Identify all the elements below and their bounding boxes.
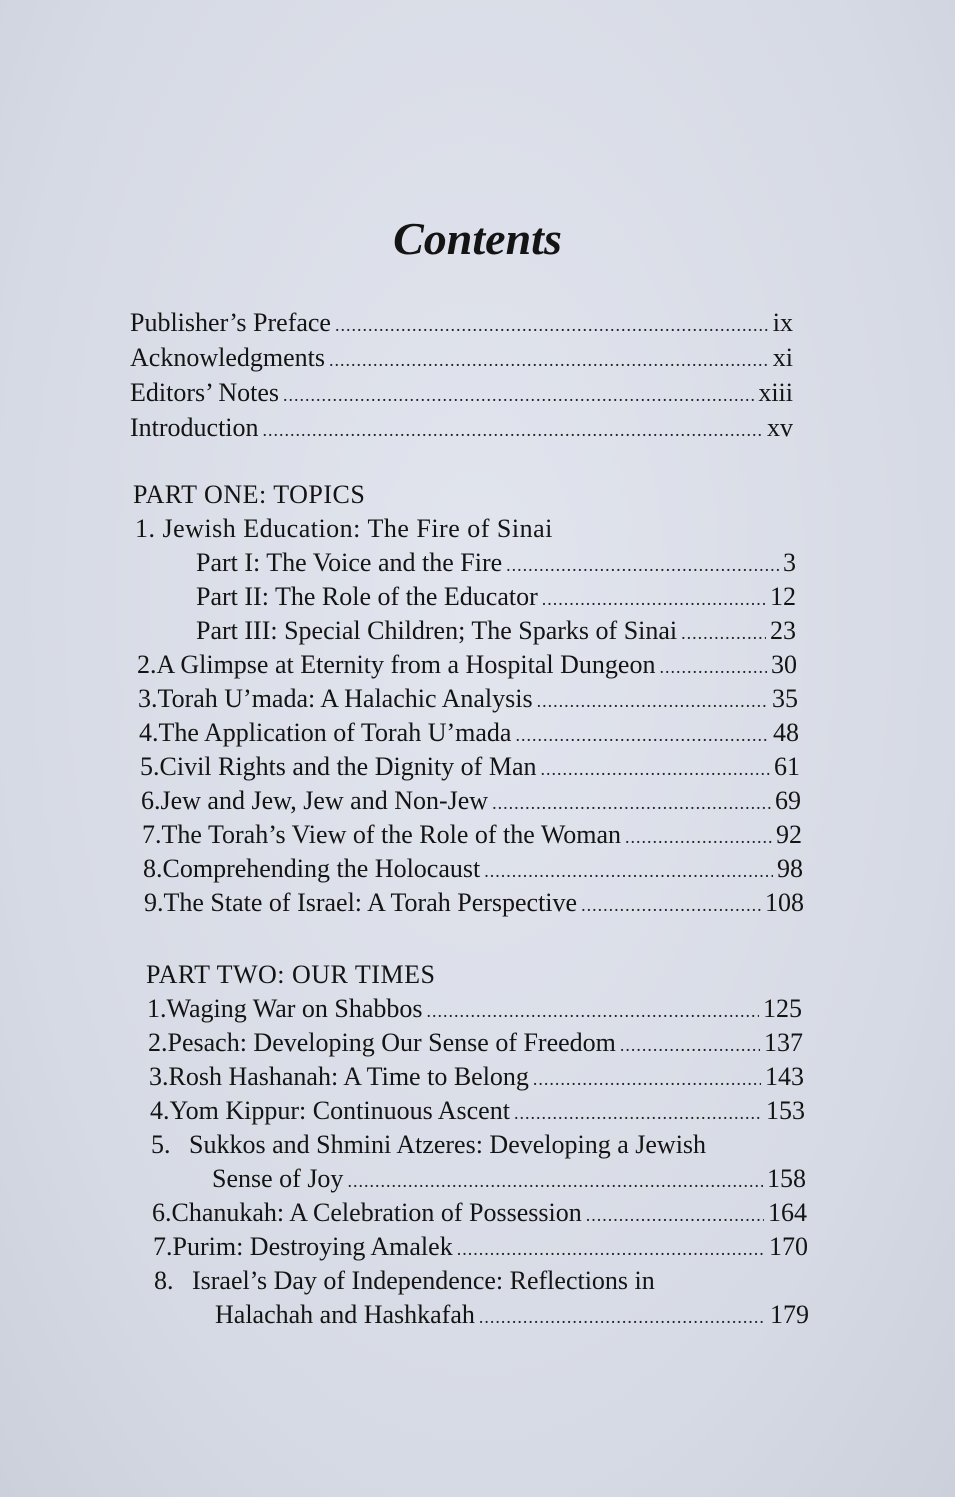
entry-page: 125 [763, 994, 802, 1023]
entry-page: xv [767, 413, 793, 442]
part-two-heading: PART TWO: OUR TIMES [146, 960, 436, 989]
entry-label: Introduction [130, 413, 259, 442]
toc-entry [153, 1230, 808, 1266]
toc-entry [196, 580, 796, 616]
toc-entry [147, 992, 802, 1028]
entry-page: 69 [775, 786, 801, 815]
entry-page: 12 [770, 582, 796, 611]
entry-label: Chanukah: A Celebration of Possession [171, 1198, 582, 1227]
leader-dots [329, 343, 769, 377]
entry-page: xi [772, 343, 793, 372]
entry-label: Pesach: Developing Our Sense of Freedom [167, 1028, 616, 1057]
entry-label: Waging War on Shabbos [166, 994, 423, 1023]
entry-label: A Glimpse at Eternity from a Hospital Dungeon [156, 650, 656, 679]
entry-number: 6. [141, 786, 161, 815]
entry-label: Torah U’mada: A Halachic Analysis [157, 684, 533, 713]
entry-page: 137 [764, 1028, 803, 1057]
leader-dots [541, 752, 771, 786]
toc-entry [196, 546, 796, 582]
leader-dots [492, 786, 771, 820]
toc-entry [150, 1094, 805, 1130]
entry-label: Civil Rights and the Dignity of Man [159, 752, 537, 781]
entry-label: Acknowledgments [130, 343, 325, 372]
entry-page: 23 [770, 616, 796, 645]
toc-entry [144, 886, 804, 922]
entry-number: 4. [150, 1096, 170, 1125]
leader-dots [335, 308, 769, 342]
entry-label: The Torah’s View of the Role of the Woman [161, 820, 622, 849]
part-one-heading: PART ONE: TOPICS [133, 480, 366, 509]
entry-number: 9. [144, 888, 164, 917]
toc-entry [141, 784, 801, 820]
toc-entry [130, 376, 793, 412]
entry-number: 5. [140, 752, 160, 781]
entry-page: 153 [766, 1096, 805, 1125]
entry-label: The State of Israel: A Torah Perspective [163, 888, 578, 917]
entry-page: 108 [765, 888, 804, 917]
entry-label: Purim: Destroying Amalek [172, 1232, 453, 1261]
entry-number: 7. [142, 820, 162, 849]
entry-number: 8. [143, 854, 163, 883]
leader-dots [457, 1232, 765, 1266]
entry-page: 35 [772, 684, 798, 713]
entry-page: 61 [774, 752, 800, 781]
page-title: Contents [393, 213, 562, 264]
leader-dots [514, 1096, 762, 1130]
entry-page: 3 [783, 548, 796, 577]
entry-number: 5. [151, 1130, 171, 1159]
toc-entry [215, 1298, 809, 1334]
toc-entry-first-line [151, 1128, 806, 1162]
entry-page: 158 [767, 1164, 806, 1193]
entry-label-continued: Sense of Joy [212, 1164, 344, 1193]
entry-number: 3. [138, 684, 158, 713]
leader-dots [625, 820, 772, 854]
leader-dots [537, 684, 768, 718]
entry-page: 48 [773, 718, 799, 747]
toc-entry [143, 852, 803, 888]
leader-dots [681, 616, 766, 650]
entry-label: Rosh Hashanah: A Time to Belong [168, 1062, 529, 1091]
entry-label: Comprehending the Holocaust [162, 854, 481, 883]
leader-dots [263, 413, 763, 447]
leader-dots [515, 718, 769, 752]
entry-number: 6. [152, 1198, 172, 1227]
entry-label: Part I: The Voice and the Fire [196, 548, 503, 577]
leader-dots [533, 1062, 761, 1096]
toc-entry-first-line [154, 1264, 809, 1298]
entry-label: Part III: Special Children; The Sparks of Sinai [196, 616, 678, 645]
entry-label: Yom Kippur: Continuous Ascent [169, 1096, 510, 1125]
entry-label: Sukkos and Shmini Atzeres: Developing a Jewish [189, 1130, 707, 1159]
leader-dots [586, 1198, 764, 1232]
entry-page: 164 [768, 1198, 807, 1227]
toc-entry [140, 750, 800, 786]
entry-number: 4. [139, 718, 159, 747]
entry-page: ix [772, 308, 793, 337]
toc-entry [137, 648, 797, 684]
toc-entry [139, 716, 799, 752]
entry-label: The Application of Torah U’mada [158, 718, 512, 747]
leader-dots [542, 582, 766, 616]
leader-dots [283, 378, 754, 412]
entry-number: 2. [148, 1028, 168, 1057]
toc-entry [196, 614, 796, 650]
toc-entry [149, 1060, 804, 1096]
leader-dots [427, 994, 759, 1028]
entry-page: 98 [777, 854, 803, 883]
leader-dots [506, 548, 779, 582]
toc-entry [142, 818, 802, 854]
leader-dots [620, 1028, 760, 1062]
toc-entry [152, 1196, 807, 1232]
entry-label: Part II: The Role of the Educator [196, 582, 538, 611]
toc-entry [212, 1162, 806, 1198]
entry-number: 2. [137, 650, 157, 679]
leader-dots [479, 1300, 766, 1334]
entry-page: 179 [770, 1300, 809, 1329]
leader-dots [484, 854, 773, 888]
entry-number: 8. [154, 1266, 174, 1295]
entry-label: Israel’s Day of Independence: Reflections in [192, 1266, 655, 1295]
entry-page: 143 [765, 1062, 804, 1091]
leader-dots [347, 1164, 763, 1198]
toc-entry [130, 306, 793, 342]
chapter-1-title: 1. Jewish Education: The Fire of Sinai [135, 514, 553, 543]
entry-label-continued: Halachah and Hashkafah [215, 1300, 475, 1329]
entry-label: Publisher’s Preface [130, 308, 331, 337]
entry-page: 30 [771, 650, 797, 679]
leader-dots [659, 650, 767, 684]
toc-entry [130, 411, 793, 447]
entry-number: 1. [147, 994, 167, 1023]
entry-number: 3. [149, 1062, 169, 1091]
entry-label: Jew and Jew, Jew and Non-Jew [160, 786, 489, 815]
entry-page: xiii [758, 378, 793, 407]
entry-label: Editors’ Notes [130, 378, 279, 407]
entry-page: 170 [769, 1232, 808, 1261]
toc-entry [130, 341, 793, 377]
leader-dots [581, 888, 761, 922]
entry-number: 7. [153, 1232, 173, 1261]
toc-entry [148, 1026, 803, 1062]
entry-page: 92 [776, 820, 802, 849]
toc-entry [138, 682, 798, 718]
